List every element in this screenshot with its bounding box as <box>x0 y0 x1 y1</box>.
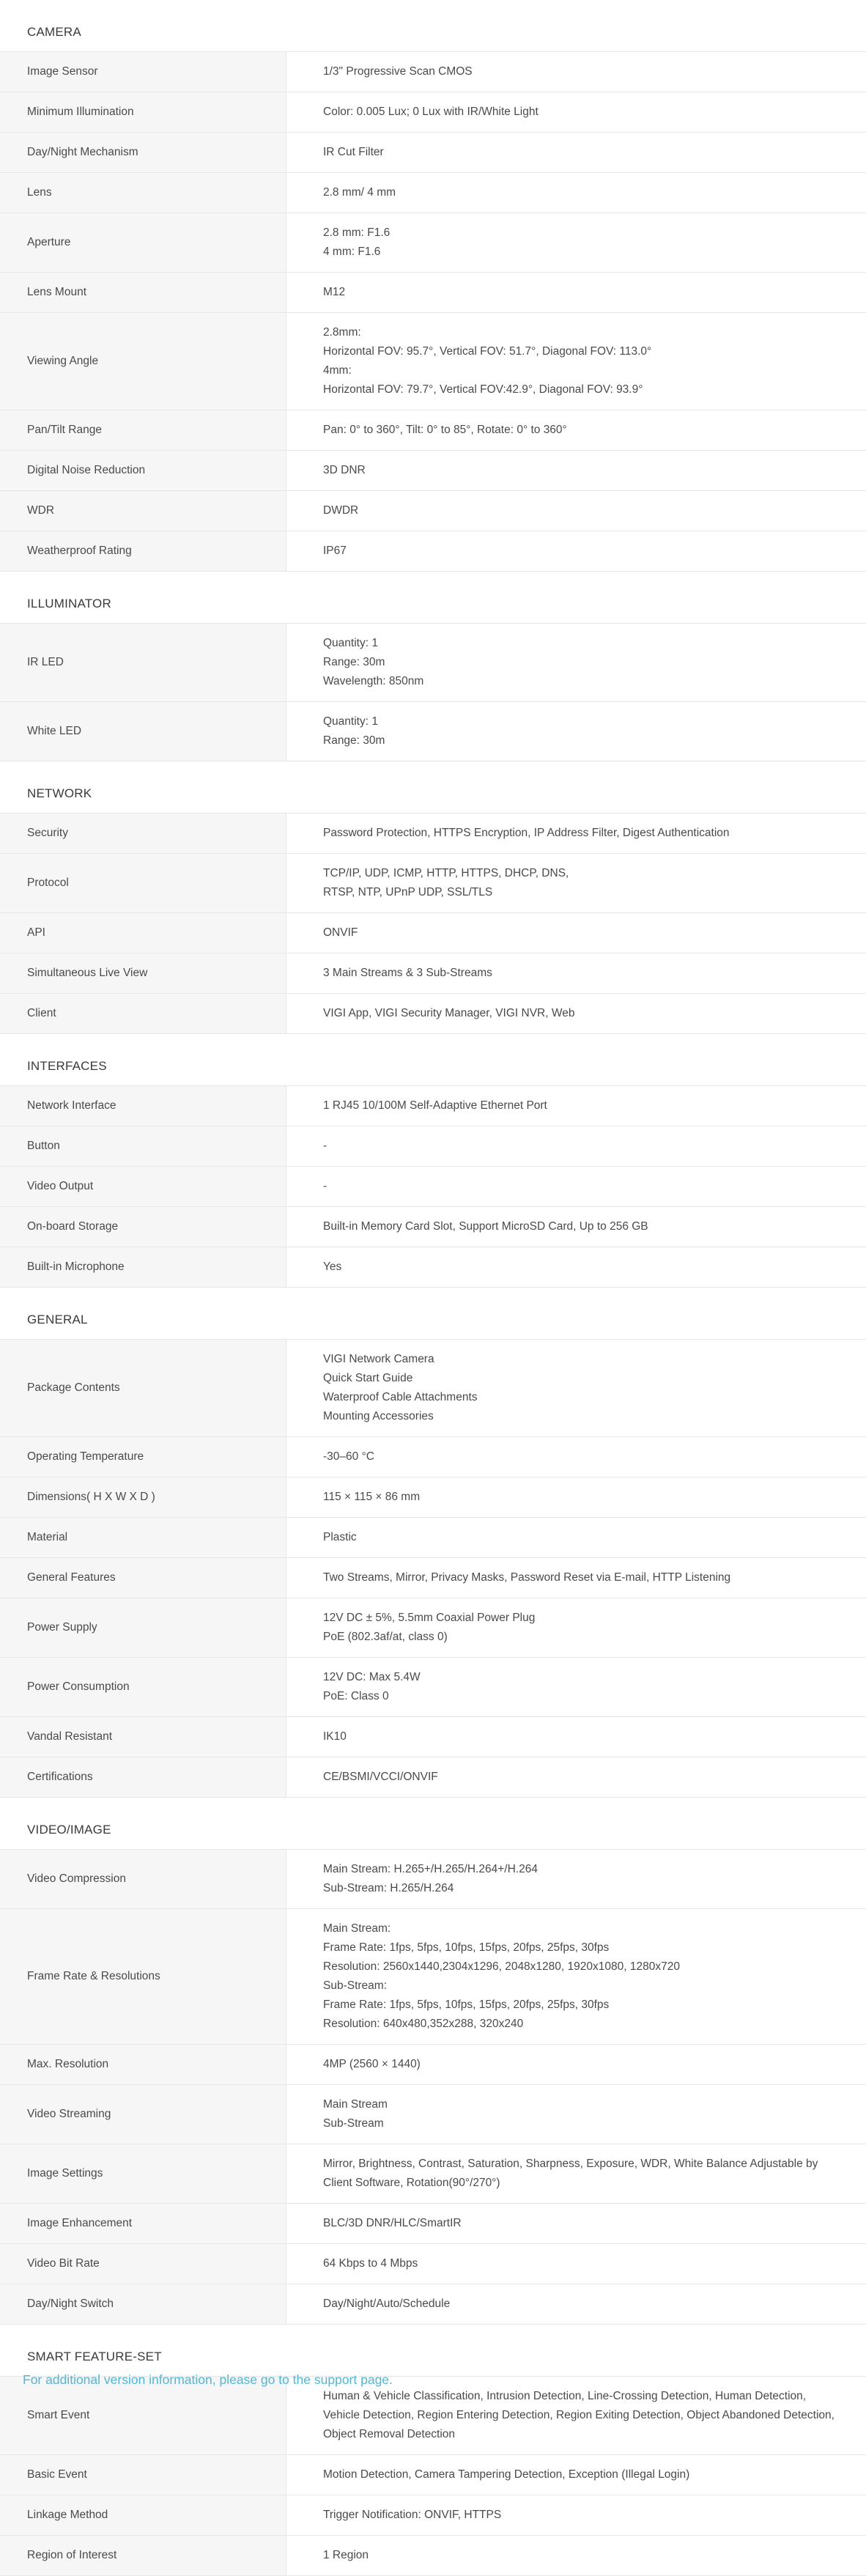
spec-row <box>0 913 866 953</box>
spec-label: Day/Night Switch <box>0 2284 286 2324</box>
spec-value-line: Horizontal FOV: 95.7°, Vertical FOV: 51.7°, Diagonal FOV: 113.0° <box>323 345 652 358</box>
spec-value-line: 2.8 mm/ 4 mm <box>323 186 396 199</box>
spec-value-line: 4 mm: F1.6 <box>323 246 381 258</box>
spec-section-illuminator <box>0 572 866 761</box>
spec-value <box>286 2144 866 2203</box>
spec-value <box>286 1247 866 1287</box>
spec-value <box>286 313 866 410</box>
spec-row <box>0 2204 866 2244</box>
spec-row <box>0 531 866 572</box>
spec-value <box>286 953 866 993</box>
spec-row <box>0 2085 866 2144</box>
spec-row <box>0 2144 866 2204</box>
spec-row <box>0 1086 866 1126</box>
spec-label: Vandal Resistant <box>0 1717 286 1757</box>
spec-label: Built-in Microphone <box>0 1247 286 1287</box>
spec-value <box>286 531 866 571</box>
spec-value-line: IR Cut Filter <box>323 146 384 158</box>
spec-section-video-image <box>0 1798 866 2325</box>
spec-value <box>286 1518 866 1557</box>
spec-value <box>286 1340 866 1436</box>
spec-section-general <box>0 1288 866 1798</box>
spec-value-line: 12V DC ± 5%, 5.5mm Coaxial Power Plug <box>323 1612 536 1624</box>
spec-row <box>0 1598 866 1658</box>
spec-value-line: Built-in Memory Card Slot, Support MicroSD Card, Up to 256 GB <box>323 1220 648 1233</box>
spec-label: Viewing Angle <box>0 313 286 410</box>
spec-value <box>286 1126 866 1166</box>
spec-value <box>286 702 866 761</box>
spec-section-network <box>0 761 866 1034</box>
spec-label: Region of Interest <box>0 2536 286 2575</box>
spec-label: Video Output <box>0 1167 286 1206</box>
spec-value-line: Range: 30m <box>323 734 385 747</box>
spec-value-line: Human & Vehicle Classification, Intrusion Detection, Line-Crossing Detection, Human Detection, Vehicle Detection, Region Entering Detection, Region Exiting Detection, Object Abandoned Detection, Object Removal Detection <box>323 2390 834 2440</box>
spec-value-line: Mounting Accessories <box>323 1410 434 1422</box>
spec-value-line: PoE: Class 0 <box>323 1690 389 1702</box>
spec-label: API <box>0 913 286 953</box>
spec-value <box>286 2536 866 2575</box>
spec-label: Minimum Illumination <box>0 92 286 132</box>
spec-row <box>0 1757 866 1798</box>
spec-row <box>0 1207 866 1247</box>
spec-value <box>286 1598 866 1657</box>
spec-label: Simultaneous Live View <box>0 953 286 993</box>
spec-value-line: Resolution: 2560x1440,2304x1296, 2048x1280, 1920x1080, 1280x720 <box>323 1960 680 1973</box>
spec-row <box>0 313 866 410</box>
spec-value-line: 64 Kbps to 4 Mbps <box>323 2257 418 2270</box>
spec-row <box>0 52 866 92</box>
spec-value <box>286 2455 866 2495</box>
spec-value-line: Day/Night/Auto/Schedule <box>323 2298 451 2310</box>
spec-label: Power Supply <box>0 1598 286 1657</box>
spec-label: Image Settings <box>0 2144 286 2203</box>
spec-label: General Features <box>0 1558 286 1598</box>
spec-value-line: Main Stream <box>323 2098 388 2111</box>
spec-row <box>0 2377 866 2455</box>
section-title: NETWORK <box>0 761 866 813</box>
spec-value <box>286 92 866 132</box>
spec-value-line: 3 Main Streams & 3 Sub-Streams <box>323 967 492 979</box>
spec-value-line: 1 RJ45 10/100M Self-Adaptive Ethernet Port <box>323 1099 547 1112</box>
spec-value <box>286 1167 866 1206</box>
spec-value <box>286 2085 866 2144</box>
spec-label: WDR <box>0 491 286 531</box>
spec-label: Weatherproof Rating <box>0 531 286 571</box>
spec-value <box>286 410 866 450</box>
spec-label: Material <box>0 1518 286 1557</box>
spec-label: Lens Mount <box>0 273 286 312</box>
spec-row <box>0 1717 866 1757</box>
spec-section-camera <box>0 0 866 572</box>
spec-row <box>0 1909 866 2045</box>
spec-value-line: 12V DC: Max 5.4W <box>323 1671 421 1683</box>
spec-value <box>286 1717 866 1757</box>
spec-value-line: Quantity: 1 <box>323 715 378 728</box>
spec-value-line: CE/BSMI/VCCI/ONVIF <box>323 1771 438 1783</box>
spec-value-line: -30–60 °C <box>323 1450 374 1463</box>
spec-row <box>0 854 866 913</box>
spec-row <box>0 273 866 313</box>
spec-label: Image Enhancement <box>0 2204 286 2243</box>
spec-row <box>0 1247 866 1288</box>
spec-value-line: Frame Rate: 1fps, 5fps, 10fps, 15fps, 20fps, 25fps, 30fps <box>323 1999 610 2011</box>
spec-label: Power Consumption <box>0 1658 286 1716</box>
spec-value <box>286 491 866 531</box>
spec-value-line: Yes <box>323 1261 342 1273</box>
spec-value-line: 3D DNR <box>323 464 366 476</box>
spec-value <box>286 52 866 92</box>
spec-value-line: M12 <box>323 286 346 298</box>
spec-label: Operating Temperature <box>0 1437 286 1477</box>
spec-value <box>286 1757 866 1797</box>
spec-label: IR LED <box>0 624 286 701</box>
spec-label: Day/Night Mechanism <box>0 133 286 172</box>
support-page-link[interactable]: For additional version information, please go to the support page. <box>23 2372 393 2387</box>
spec-label: On-board Storage <box>0 1207 286 1247</box>
spec-value-line: 115 × 115 × 86 mm <box>323 1491 421 1503</box>
spec-value-line: - <box>323 1180 327 1192</box>
spec-value-line: - <box>323 1140 327 1152</box>
section-title: ILLUMINATOR <box>0 572 866 624</box>
spec-row <box>0 1518 866 1558</box>
spec-row <box>0 1850 866 1909</box>
section-title: SMART FEATURE-SET <box>0 2325 866 2377</box>
spec-label: Lens <box>0 173 286 213</box>
spec-row <box>0 2455 866 2495</box>
spec-label: White LED <box>0 702 286 761</box>
spec-label: Client <box>0 994 286 1033</box>
spec-value-line: Sub-Stream <box>323 2117 384 2130</box>
spec-value <box>286 854 866 912</box>
spec-value <box>286 1909 866 2044</box>
spec-value <box>286 2045 866 2084</box>
section-title: INTERFACES <box>0 1034 866 1086</box>
spec-value <box>286 2244 866 2284</box>
spec-label: Image Sensor <box>0 52 286 92</box>
section-title: GENERAL <box>0 1288 866 1340</box>
spec-label: Dimensions( H X W X D ) <box>0 1477 286 1517</box>
spec-value-line: Plastic <box>323 1531 357 1543</box>
spec-section-interfaces <box>0 1034 866 1288</box>
spec-label: Linkage Method <box>0 2495 286 2535</box>
spec-value <box>286 2284 866 2324</box>
spec-value <box>286 1086 866 1126</box>
spec-row <box>0 2284 866 2325</box>
spec-value <box>286 451 866 490</box>
spec-row <box>0 953 866 994</box>
spec-row <box>0 1126 866 1167</box>
spec-value-line: 4mm: <box>323 364 352 377</box>
spec-row <box>0 133 866 173</box>
section-title: CAMERA <box>0 0 866 52</box>
spec-row <box>0 624 866 702</box>
spec-value <box>286 1850 866 1908</box>
spec-row <box>0 2244 866 2284</box>
spec-row <box>0 410 866 451</box>
spec-value <box>286 273 866 312</box>
spec-row <box>0 1477 866 1518</box>
spec-label: Aperture <box>0 213 286 272</box>
spec-value <box>286 813 866 853</box>
spec-value <box>286 1477 866 1517</box>
spec-row <box>0 2045 866 2085</box>
spec-value <box>286 173 866 213</box>
spec-value <box>286 2204 866 2243</box>
spec-value-line: Range: 30m <box>323 656 385 668</box>
spec-value <box>286 2495 866 2535</box>
spec-label: Smart Event <box>0 2377 286 2454</box>
spec-value-line: IP67 <box>323 545 347 557</box>
spec-value <box>286 913 866 953</box>
spec-value-line: Password Protection, HTTPS Encryption, IP Address Filter, Digest Authentication <box>323 827 730 839</box>
spec-row <box>0 491 866 531</box>
spec-row <box>0 1558 866 1598</box>
spec-row <box>0 702 866 761</box>
spec-value-line: Quick Start Guide <box>323 1372 413 1384</box>
spec-label: Basic Event <box>0 2455 286 2495</box>
spec-label: Video Bit Rate <box>0 2244 286 2284</box>
spec-value-line: Sub-Stream: <box>323 1979 388 1992</box>
spec-value <box>286 994 866 1033</box>
spec-value-line: Main Stream: <box>323 1922 391 1935</box>
spec-value-line: Main Stream: H.265+/H.265/H.264+/H.264 <box>323 1863 538 1875</box>
spec-section-smart-feature-set <box>0 2325 866 2576</box>
spec-row <box>0 92 866 133</box>
spec-value-line: 2.8 mm: F1.6 <box>323 226 391 239</box>
spec-value-line: Color: 0.005 Lux; 0 Lux with IR/White Light <box>323 106 539 118</box>
spec-row <box>0 1167 866 1207</box>
spec-value-line: Trigger Notification: ONVIF, HTTPS <box>323 2509 502 2521</box>
spec-value-line: Quantity: 1 <box>323 637 378 649</box>
spec-label: Protocol <box>0 854 286 912</box>
spec-label: Frame Rate & Resolutions <box>0 1909 286 2044</box>
spec-value <box>286 1437 866 1477</box>
spec-value <box>286 1558 866 1598</box>
spec-row <box>0 1340 866 1437</box>
spec-value-line: Motion Detection, Camera Tampering Detection, Exception (Illegal Login) <box>323 2468 690 2481</box>
spec-value-line: 4MP (2560 × 1440) <box>323 2058 421 2070</box>
spec-value-line: Sub-Stream: H.265/H.264 <box>323 1882 454 1894</box>
spec-value-line: TCP/IP, UDP, ICMP, HTTP, HTTPS, DHCP, DNS, <box>323 867 569 879</box>
spec-label: Security <box>0 813 286 853</box>
spec-value-line: VIGI Network Camera <box>323 1353 434 1365</box>
spec-row <box>0 213 866 273</box>
spec-value <box>286 2377 866 2454</box>
spec-value-line: PoE (802.3af/at, class 0) <box>323 1631 448 1643</box>
spec-value-line: 1/3" Progressive Scan CMOS <box>323 65 473 78</box>
spec-value-line: Two Streams, Mirror, Privacy Masks, Password Reset via E-mail, HTTP Listening <box>323 1571 731 1584</box>
spec-row <box>0 2536 866 2576</box>
spec-value-line: Frame Rate: 1fps, 5fps, 10fps, 15fps, 20fps, 25fps, 30fps <box>323 1941 610 1954</box>
spec-label: Digital Noise Reduction <box>0 451 286 490</box>
spec-row <box>0 1437 866 1477</box>
spec-value-line: Horizontal FOV: 79.7°, Vertical FOV:42.9°, Diagonal FOV: 93.9° <box>323 383 643 396</box>
spec-row <box>0 173 866 213</box>
spec-label: Button <box>0 1126 286 1166</box>
spec-label: Pan/Tilt Range <box>0 410 286 450</box>
spec-row <box>0 1658 866 1717</box>
section-title: VIDEO/IMAGE <box>0 1798 866 1850</box>
spec-label: Max. Resolution <box>0 2045 286 2084</box>
spec-value <box>286 1207 866 1247</box>
spec-value <box>286 624 866 701</box>
spec-value-line: Resolution: 640x480,352x288, 320x240 <box>323 2018 524 2030</box>
spec-value-line: DWDR <box>323 504 359 517</box>
spec-row <box>0 451 866 491</box>
spec-value-line: 2.8mm: <box>323 326 361 339</box>
spec-value-line: 1 Region <box>323 2549 369 2561</box>
spec-value-line: ONVIF <box>323 926 358 939</box>
spec-row <box>0 813 866 854</box>
spec-value-line: Waterproof Cable Attachments <box>323 1391 478 1403</box>
spec-value <box>286 213 866 272</box>
spec-value-line: BLC/3D DNR/HLC/SmartIR <box>323 2217 462 2229</box>
spec-row <box>0 2495 866 2536</box>
spec-value-line: IK10 <box>323 1730 347 1743</box>
spec-value-line: RTSP, NTP, UPnP UDP, SSL/TLS <box>323 886 493 898</box>
spec-value-line: Mirror, Brightness, Contrast, Saturation, Sharpness, Exposure, WDR, White Balance Adjustable by Client Software, Rotation(90°/270°) <box>323 2158 818 2189</box>
spec-label: Package Contents <box>0 1340 286 1436</box>
spec-label: Certifications <box>0 1757 286 1797</box>
spec-row <box>0 994 866 1034</box>
spec-value-line: Pan: 0° to 360°, Tilt: 0° to 85°, Rotate: 0° to 360° <box>323 424 567 436</box>
spec-label: Video Compression <box>0 1850 286 1908</box>
spec-value <box>286 1658 866 1716</box>
spec-label: Video Streaming <box>0 2085 286 2144</box>
spec-value <box>286 133 866 172</box>
spec-value-line: VIGI App, VIGI Security Manager, VIGI NVR, Web <box>323 1007 575 1019</box>
spec-label: Network Interface <box>0 1086 286 1126</box>
spec-value-line: Wavelength: 850nm <box>323 675 424 687</box>
